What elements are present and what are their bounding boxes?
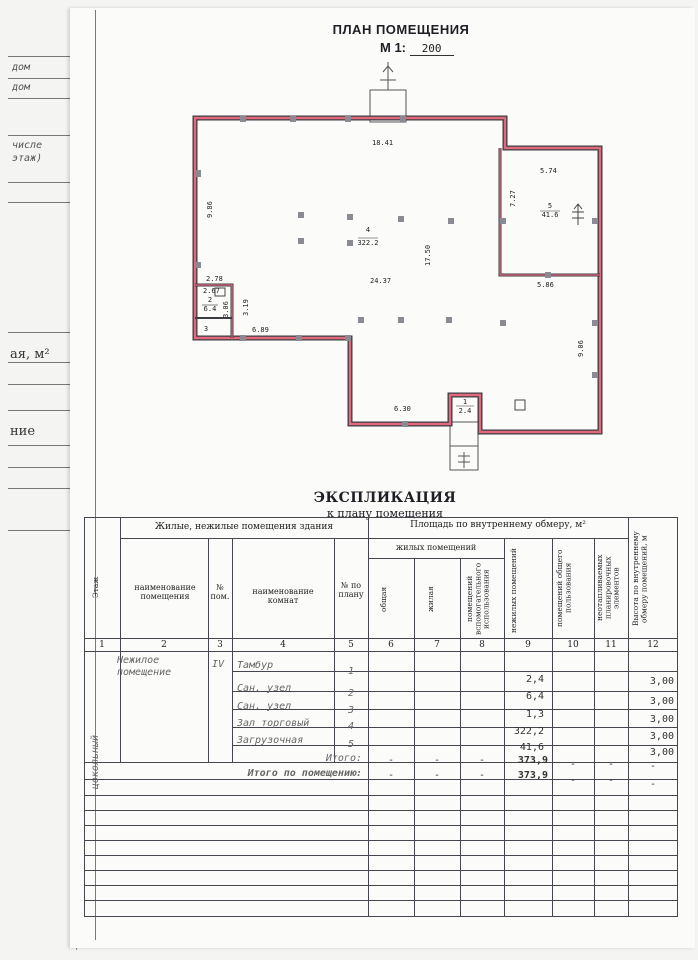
total-unheated: - [607, 759, 615, 770]
room-area: 6.4 [203, 305, 217, 313]
room-no: 5 [347, 739, 355, 750]
table-rule [84, 810, 678, 811]
floor-value: цокольный [90, 735, 101, 790]
table-rule [677, 517, 678, 917]
table-rule [368, 517, 369, 917]
premises-total-area: 373,9 [517, 770, 548, 781]
header-non-residential: нежилых помещений [509, 548, 518, 634]
table-rule [84, 840, 678, 841]
room-area: 2.4 [458, 407, 472, 415]
room-name: Сан. узел [237, 683, 292, 694]
dimension: 2.78 [206, 275, 223, 283]
explication-table [84, 517, 678, 917]
room-area: 1,3 [525, 709, 544, 720]
column-number: 9 [525, 640, 531, 650]
inner-walls [195, 148, 600, 338]
total-living: - [433, 755, 441, 766]
column-number: 8 [479, 640, 485, 650]
dimension: 6.89 [252, 326, 269, 334]
room-name: Зал торговый [237, 718, 310, 729]
table-rule [84, 855, 678, 856]
table-rule [84, 517, 85, 917]
dimension: 5.74 [540, 167, 557, 175]
room-area: 6,4 [525, 691, 544, 702]
premises-no-value: IV [212, 659, 225, 670]
back-page-text: числе [12, 140, 43, 151]
table-rule [232, 709, 678, 710]
premises-total-label: Итого по помещению: [247, 768, 362, 779]
room5-stair [572, 204, 584, 225]
table-rule [460, 558, 461, 917]
dimension: 9.86 [206, 201, 214, 218]
dimension: 5.86 [537, 281, 554, 289]
dimension: 6.30 [394, 405, 411, 413]
table-rule [84, 885, 678, 886]
room-labels [202, 202, 560, 415]
header-living: жилая [426, 586, 435, 612]
table-rule [84, 916, 678, 917]
table-rule [84, 825, 678, 826]
room-height: 3,00 [649, 731, 674, 742]
column-number: 12 [647, 640, 659, 650]
premises-total-living: - [433, 770, 441, 781]
header-auxiliary: помещений вспомогательного использования [465, 562, 491, 636]
dimension: 24.37 [370, 277, 392, 285]
back-page-text: дом [12, 82, 31, 93]
table-rule [84, 517, 678, 518]
table-rule [232, 691, 678, 692]
column-number: 1 [99, 640, 105, 650]
header-total: общая [379, 586, 388, 612]
header-premises-no: № пом. [210, 583, 230, 602]
room-number: 1 [462, 398, 468, 406]
column-number: 11 [605, 640, 617, 650]
room-height: 3,00 [649, 747, 674, 758]
column-number: 7 [434, 640, 440, 650]
header-area-group: Площадь по внутреннему обмеру, м² [410, 520, 586, 530]
table-rule [84, 900, 678, 901]
premises-total-common: - [569, 775, 577, 786]
explication-title: ЭКСПЛИКАЦИЯ [313, 490, 457, 506]
column-number: 3 [217, 640, 223, 650]
room-no: 2 [347, 688, 355, 699]
total-auxiliary: - [478, 755, 486, 766]
column-number: 4 [280, 640, 286, 650]
room-number: 4 [365, 226, 371, 234]
explication-subtitle: к плану помещения [327, 507, 443, 520]
table-rule [208, 538, 209, 762]
header-group: Жилые, нежилые помещения здания [154, 522, 334, 532]
dimension: 3.19 [242, 299, 250, 316]
total-general: - [387, 755, 395, 766]
room-height: 3,00 [649, 714, 674, 725]
header-floor: Этаж [91, 576, 100, 598]
header-common-use: помещений общего пользования [555, 549, 573, 627]
premises-total-auxiliary: - [478, 770, 486, 781]
table-rule [84, 651, 678, 652]
columns [195, 116, 598, 427]
room-name: Тамбур [237, 660, 274, 671]
total-height: - [649, 761, 657, 772]
dimension: 2.67 [203, 287, 220, 295]
header-living-group: жилых помещений [395, 543, 477, 552]
table-rule [84, 870, 678, 871]
header-room-no: № по плану [338, 581, 364, 600]
column-number: 6 [388, 640, 394, 650]
room-number: 5 [547, 202, 553, 210]
room-height: 3,00 [649, 696, 674, 707]
room-no: 1 [347, 666, 355, 677]
premises-total-general: - [387, 770, 395, 781]
room-name: Загрузочная [237, 735, 304, 746]
room-no: 4 [347, 721, 355, 732]
room-height: 3,00 [649, 676, 674, 687]
table-rule [368, 538, 628, 539]
plan-scale-label: М 1: [380, 40, 406, 55]
back-page-text: ние [10, 424, 36, 439]
header-premises-name: наименование помещения [134, 583, 196, 602]
dimension: 18.41 [372, 139, 394, 147]
room-area: 2,4 [525, 674, 544, 685]
header-height: Высота по внутреннему обмеру помещений, м [631, 531, 649, 627]
table-rule [232, 538, 233, 762]
dimension: 7.27 [509, 190, 517, 207]
room-number: 3 [203, 325, 209, 333]
stair-top [370, 62, 406, 122]
room-area: 322.2 [357, 239, 379, 247]
header-room-name: наименование комнат [252, 587, 314, 606]
table-rule [232, 671, 678, 672]
dimension: 3.06 [222, 301, 230, 318]
header-unheated: неотапливаемых планировочных элементов [595, 554, 621, 622]
room-area: 322,2 [513, 726, 544, 737]
plan-title: ПЛАН ПОМЕЩЕНИЯ [332, 22, 470, 37]
column-number: 10 [567, 640, 579, 650]
back-page-text: дом [12, 62, 31, 73]
column-number: 5 [348, 640, 354, 650]
table-rule [84, 795, 678, 796]
room-no: 3 [347, 705, 355, 716]
room-area: 41.6 [541, 211, 559, 219]
stair-bottom [450, 422, 478, 470]
back-page-text: ая, м² [10, 347, 50, 362]
premises-name-value: Нежилое помещение [117, 655, 172, 678]
table-rule [368, 558, 504, 559]
dimension: 9.06 [577, 340, 585, 357]
plan-scale-value: 200 [410, 42, 454, 56]
dimension: 17.50 [424, 244, 432, 266]
table-rule [84, 638, 678, 639]
back-page-text: этаж) [12, 153, 43, 164]
total-common: - [569, 759, 577, 770]
premises-total-height: - [649, 779, 657, 790]
total-label: Итого: [325, 753, 362, 764]
room-name: Сан. узел [237, 701, 292, 712]
table-rule [414, 558, 415, 917]
premises-total-unheated: - [607, 775, 615, 786]
total-area: 373,9 [517, 755, 548, 766]
room-area: 41,6 [519, 742, 544, 753]
room-number: 2 [207, 296, 213, 304]
table-rule [120, 538, 368, 539]
table-rule [552, 538, 553, 917]
column-number: 2 [161, 640, 167, 650]
